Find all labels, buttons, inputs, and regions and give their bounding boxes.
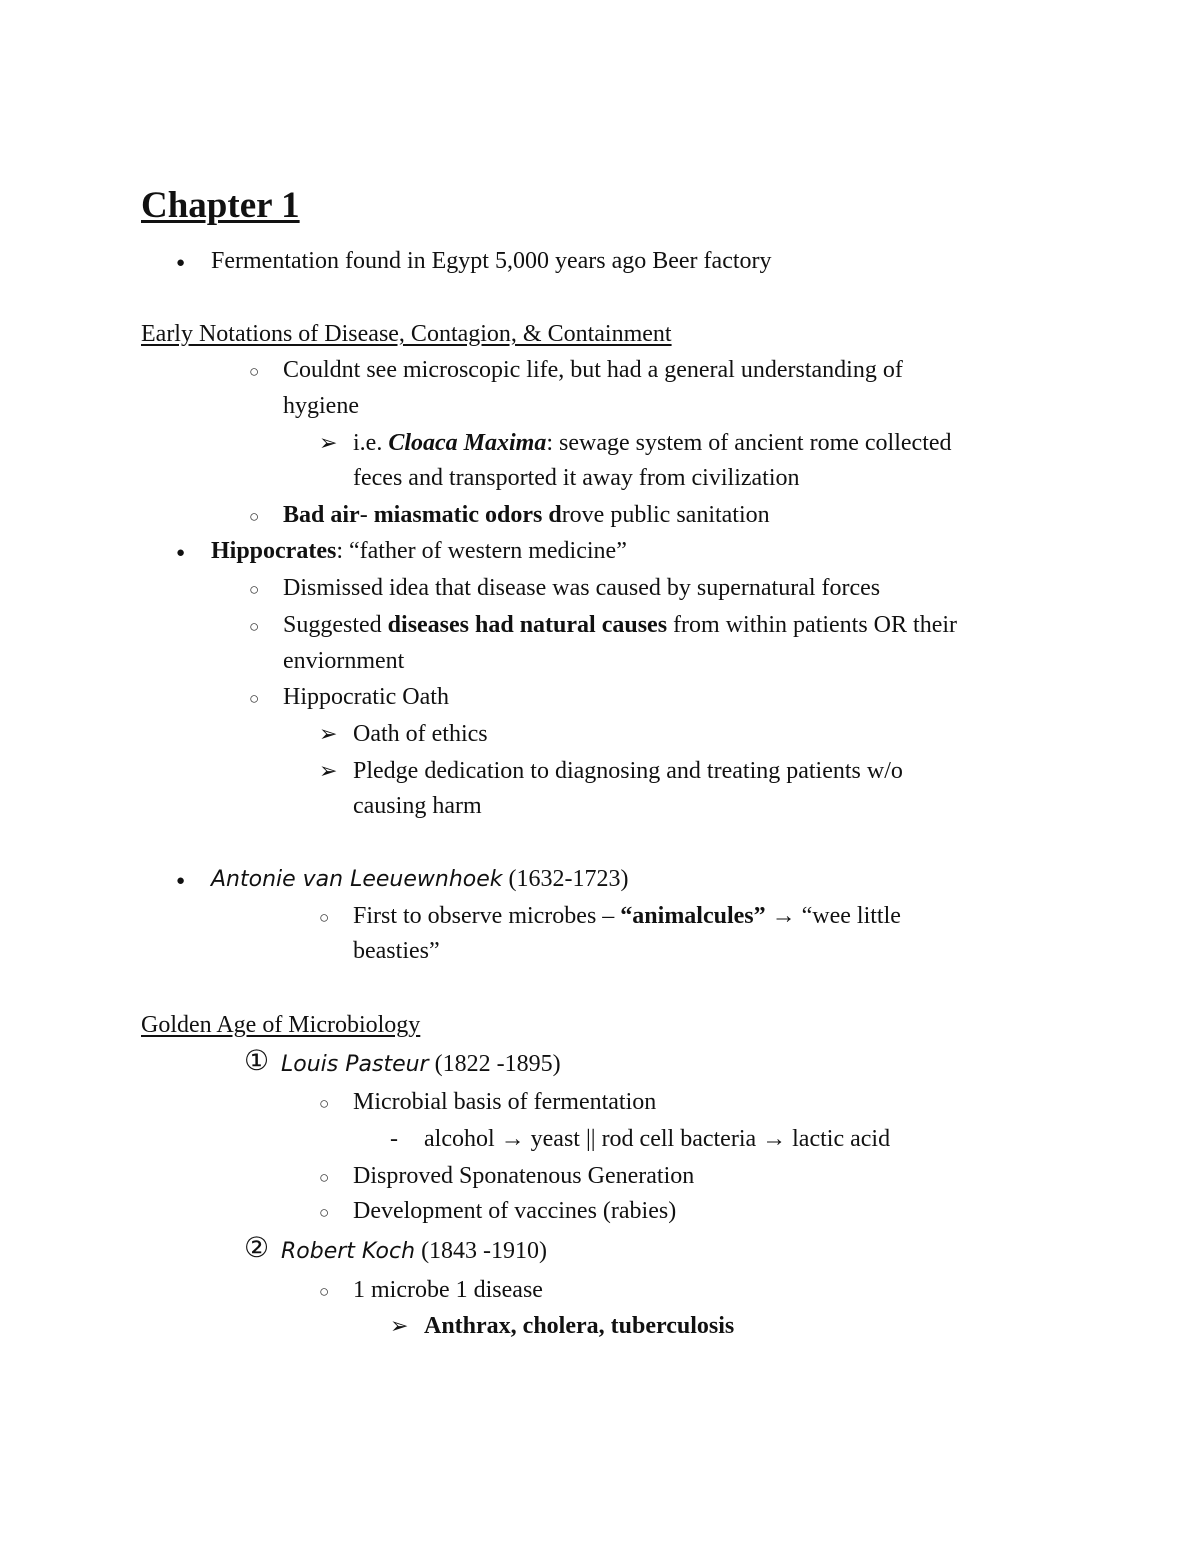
list-item: Anthrax, cholera, tuberculosis (424, 1313, 735, 1339)
text-span: from within patients OR their (667, 612, 958, 638)
term-natural-causes: diseases had natural causes (387, 612, 668, 638)
bullet-marker: ● (176, 255, 186, 271)
list-item: Dismissed idea that disease was caused by supernatural forces (283, 575, 881, 601)
term-hippocrates: Hippocrates (211, 538, 337, 564)
list-item (353, 901, 901, 931)
bullet-marker: ● (176, 873, 186, 889)
list-item: Development of vaccines (rabies) (353, 1198, 677, 1224)
list-item (281, 1236, 547, 1267)
circle-marker: ○ (319, 908, 330, 927)
text-span: i.e. (353, 430, 389, 456)
circle-marker: ○ (249, 507, 260, 526)
circle-marker: ○ (319, 1282, 330, 1301)
intro-item: Fermentation found in Egypt 5,000 years ago Beer factory (211, 248, 772, 274)
term-bad-air: Bad air (283, 502, 360, 528)
text-span: (1843 -1910) (415, 1238, 548, 1264)
circle-marker: ○ (249, 580, 260, 599)
list-item: Pledge dedication to diagnosing and treating patients w/o (353, 758, 903, 784)
term-pasteur: Louis Pasteur (281, 1052, 429, 1077)
list-item-cont: enviornment (283, 648, 405, 674)
arrow-marker: ➢ (319, 758, 338, 783)
bullet-marker: ● (176, 545, 186, 561)
term-leeuwenhoek: Antonie van Leeuewnhoek (211, 867, 503, 892)
text-span: → “wee little (765, 903, 901, 929)
list-item: Disproved Sponatenous Generation (353, 1163, 695, 1189)
list-item (353, 428, 952, 458)
text-span: First to observe microbes – (353, 903, 621, 929)
circle-marker: ○ (319, 1094, 330, 1113)
list-item (283, 500, 770, 530)
term-animalcules: “animalcules” (620, 903, 766, 929)
list-item-cont: beasties” (353, 938, 440, 964)
term-cloaca-maxima: Cloaca Maxima (388, 430, 547, 456)
text-span: Suggested (283, 612, 388, 638)
page-title: Chapter 1 (141, 185, 300, 226)
list-item: 1 microbe 1 disease (353, 1277, 543, 1303)
list-item: Couldnt see microscopic life, but had a general understanding of (283, 357, 903, 383)
list-item-cont: causing harm (353, 793, 482, 819)
term-miasmatic: miasmatic odors d (373, 502, 562, 528)
arrow-marker: ➢ (319, 721, 338, 746)
number-marker-2: ② (244, 1233, 270, 1264)
circle-marker: ○ (319, 1168, 330, 1187)
circle-marker: ○ (249, 362, 260, 381)
list-item-cont: feces and transported it away from civilization (353, 465, 800, 491)
arrow-marker: ➢ (319, 430, 338, 455)
text-span: - (359, 502, 374, 528)
arrow-marker: ➢ (390, 1313, 409, 1338)
text-span: (1632-1723) (502, 866, 629, 892)
list-item: alcohol → yeast || rod cell bacteria → lactic acid (424, 1126, 891, 1152)
text-span: : “father of western medicine” (336, 538, 627, 564)
list-item (283, 610, 957, 640)
list-item-cont: hygiene (283, 393, 359, 419)
number-marker-1: ① (244, 1046, 270, 1077)
text-span: (1822 -1895) (428, 1051, 561, 1077)
list-item (281, 1049, 561, 1080)
section-heading-golden: Golden Age of Microbiology (141, 1012, 421, 1038)
list-item: Oath of ethics (353, 721, 488, 747)
list-item (211, 536, 627, 566)
circle-marker: ○ (249, 617, 260, 636)
circle-marker: ○ (249, 689, 260, 708)
dash-marker: - (390, 1126, 398, 1152)
circle-marker: ○ (319, 1203, 330, 1222)
term-koch: Robert Koch (281, 1239, 416, 1264)
list-item (211, 864, 629, 895)
section-heading-early: Early Notations of Disease, Contagion, & Containment (141, 321, 672, 347)
text-span: : sewage system of ancient rome collected (546, 430, 952, 456)
list-item: Microbial basis of fermentation (353, 1089, 657, 1115)
list-item: Hippocratic Oath (283, 684, 449, 710)
text-span: rove public sanitation (561, 502, 770, 528)
